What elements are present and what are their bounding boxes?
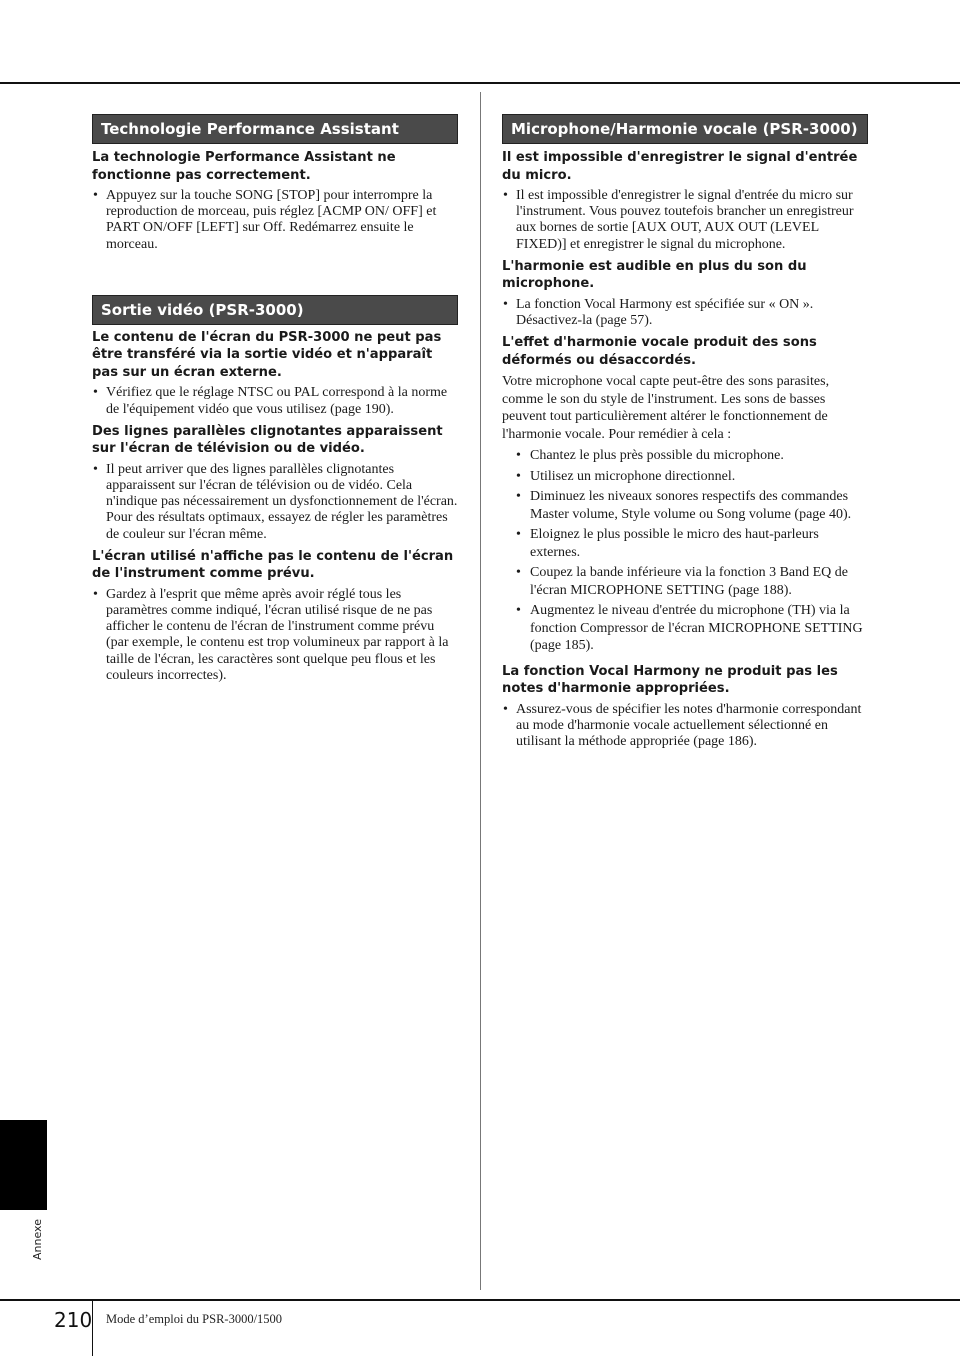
- list-item: • Augmentez le niveau d'entrée du microphone (TH) via la fonction Compressor de l'écran MICROPHONE SETTING (page 185).: [502, 602, 868, 655]
- list-item: • Eloignez le plus possible le micro des haut-parleurs externes.: [502, 526, 868, 561]
- manual-title: Mode d’emploi du PSR-3000/1500: [106, 1312, 283, 1326]
- section-video-output: [92, 295, 458, 684]
- list-item: • Coupez la bande inférieure via la fonction 3 Band EQ de l'écran MICROPHONE SETTING (page 188).: [502, 564, 868, 599]
- problem-heading: Des lignes parallèles clignotantes apparaissent sur l'écran de télévision ou de vidéo.: [92, 423, 443, 457]
- solution-bullet: • Gardez à l'esprit que même après avoir réglé tous les paramètres comme indiqué, l'écran utilisé risque de ne pas afficher le contenu de l'écran de l'instrument comme prévu (par exemple, le contenu est trop volumineux par rapport à la taille de l'écran, les caractères sont quelque peu flous et les couleurs incorrectes).: [92, 587, 458, 684]
- chapter-tab: [0, 1120, 47, 1210]
- problem-heading: L'écran utilisé n'affiche pas le contenu de l'écran de l'instrument comme prévu.: [92, 548, 454, 582]
- problem-heading: L'effet d'harmonie vocale produit des sons déformés ou désaccordés.: [502, 335, 817, 368]
- list-item: • Diminuez les niveaux sonores respectifs des commandes Master volume, Style volume ou Song volume (page 40).: [502, 488, 868, 523]
- left-column: [92, 114, 458, 688]
- section-heading: Sortie vidéo (PSR-3000): [92, 295, 458, 325]
- column-divider: [480, 92, 481, 1290]
- list-item: • Chantez le plus près possible du microphone.: [502, 447, 868, 465]
- right-column: [502, 114, 868, 754]
- solution-paragraph: Votre microphone vocal capte peut-être des sons parasites, comme le son du style de l'instrument. Les sons de basses peuvent tout particulièrement altérer le fonctionnement de l'harmonie vocale. Pour remédier à cela :: [502, 374, 830, 442]
- solution-bullet: • Vérifiez que le réglage NTSC ou PAL correspond à la norme de l'équipement vidéo que vous utilisez (page 190).: [92, 385, 458, 417]
- solution-bullet: • La fonction Vocal Harmony est spécifiée sur « ON ». Désactivez-la (page 57).: [502, 297, 868, 329]
- top-rule: [0, 82, 960, 84]
- chapter-tab-label: Annexe: [31, 1219, 44, 1260]
- section-heading: Microphone/Harmonie vocale (PSR-3000): [502, 114, 868, 144]
- problem-heading: L'harmonie est audible en plus du son du microphone.: [502, 258, 807, 292]
- list-item: • Utilisez un microphone directionnel.: [502, 468, 868, 486]
- bottom-rule: [0, 1299, 960, 1301]
- section-microphone-harmony: [502, 114, 868, 750]
- problem-heading: Le contenu de l'écran du PSR-3000 ne peut pas être transféré via la sortie vidéo et n'apparaît pas sur un écran externe.: [92, 329, 442, 380]
- solution-bullet: • Il peut arriver que des lignes parallèles clignotantes apparaissent sur l'écran de télévision ou de vidéo. Cela n'indique pas nécessairement un dysfonctionnement de l'écran. Pour des résultats optimaux, essayez de régler les paramètres de couleur sur l'écran même.: [92, 462, 458, 543]
- solution-bullet: • Assurez-vous de spécifier les notes d'harmonie correspondant au mode d'harmonie vocale actuellement sélectionné en utilisant la méthode appropriée (page 186).: [502, 702, 868, 751]
- problem-heading: La fonction Vocal Harmony ne produit pas les notes d'harmonie appropriées.: [502, 663, 838, 697]
- footer-divider: [92, 1301, 93, 1356]
- solution-bullet: • Il est impossible d'enregistrer le signal d'entrée du micro sur l'instrument. Vous pouvez toutefois brancher un enregistreur aux bornes de sortie [AUX OUT, AUX OUT (LEVEL FIXED)] et enregistrer le signal du microphone.: [502, 188, 868, 253]
- section-heading: Technologie Performance Assistant: [92, 114, 458, 144]
- problem-heading: La technologie Performance Assistant ne fonctionne pas correctement.: [92, 150, 396, 183]
- solution-bullet: • Appuyez sur la touche SONG [STOP] pour interrompre la reproduction de morceau, puis réglez [ACMP ON/ OFF] et PART ON/OFF [LEFT] sur Off. Redémarrez ensuite le morceau.: [92, 188, 458, 253]
- problem-heading: Il est impossible d'enregistrer le signal d'entrée du micro.: [502, 150, 858, 183]
- page-number: 210: [54, 1308, 93, 1332]
- section-performance-assistant: [92, 114, 458, 253]
